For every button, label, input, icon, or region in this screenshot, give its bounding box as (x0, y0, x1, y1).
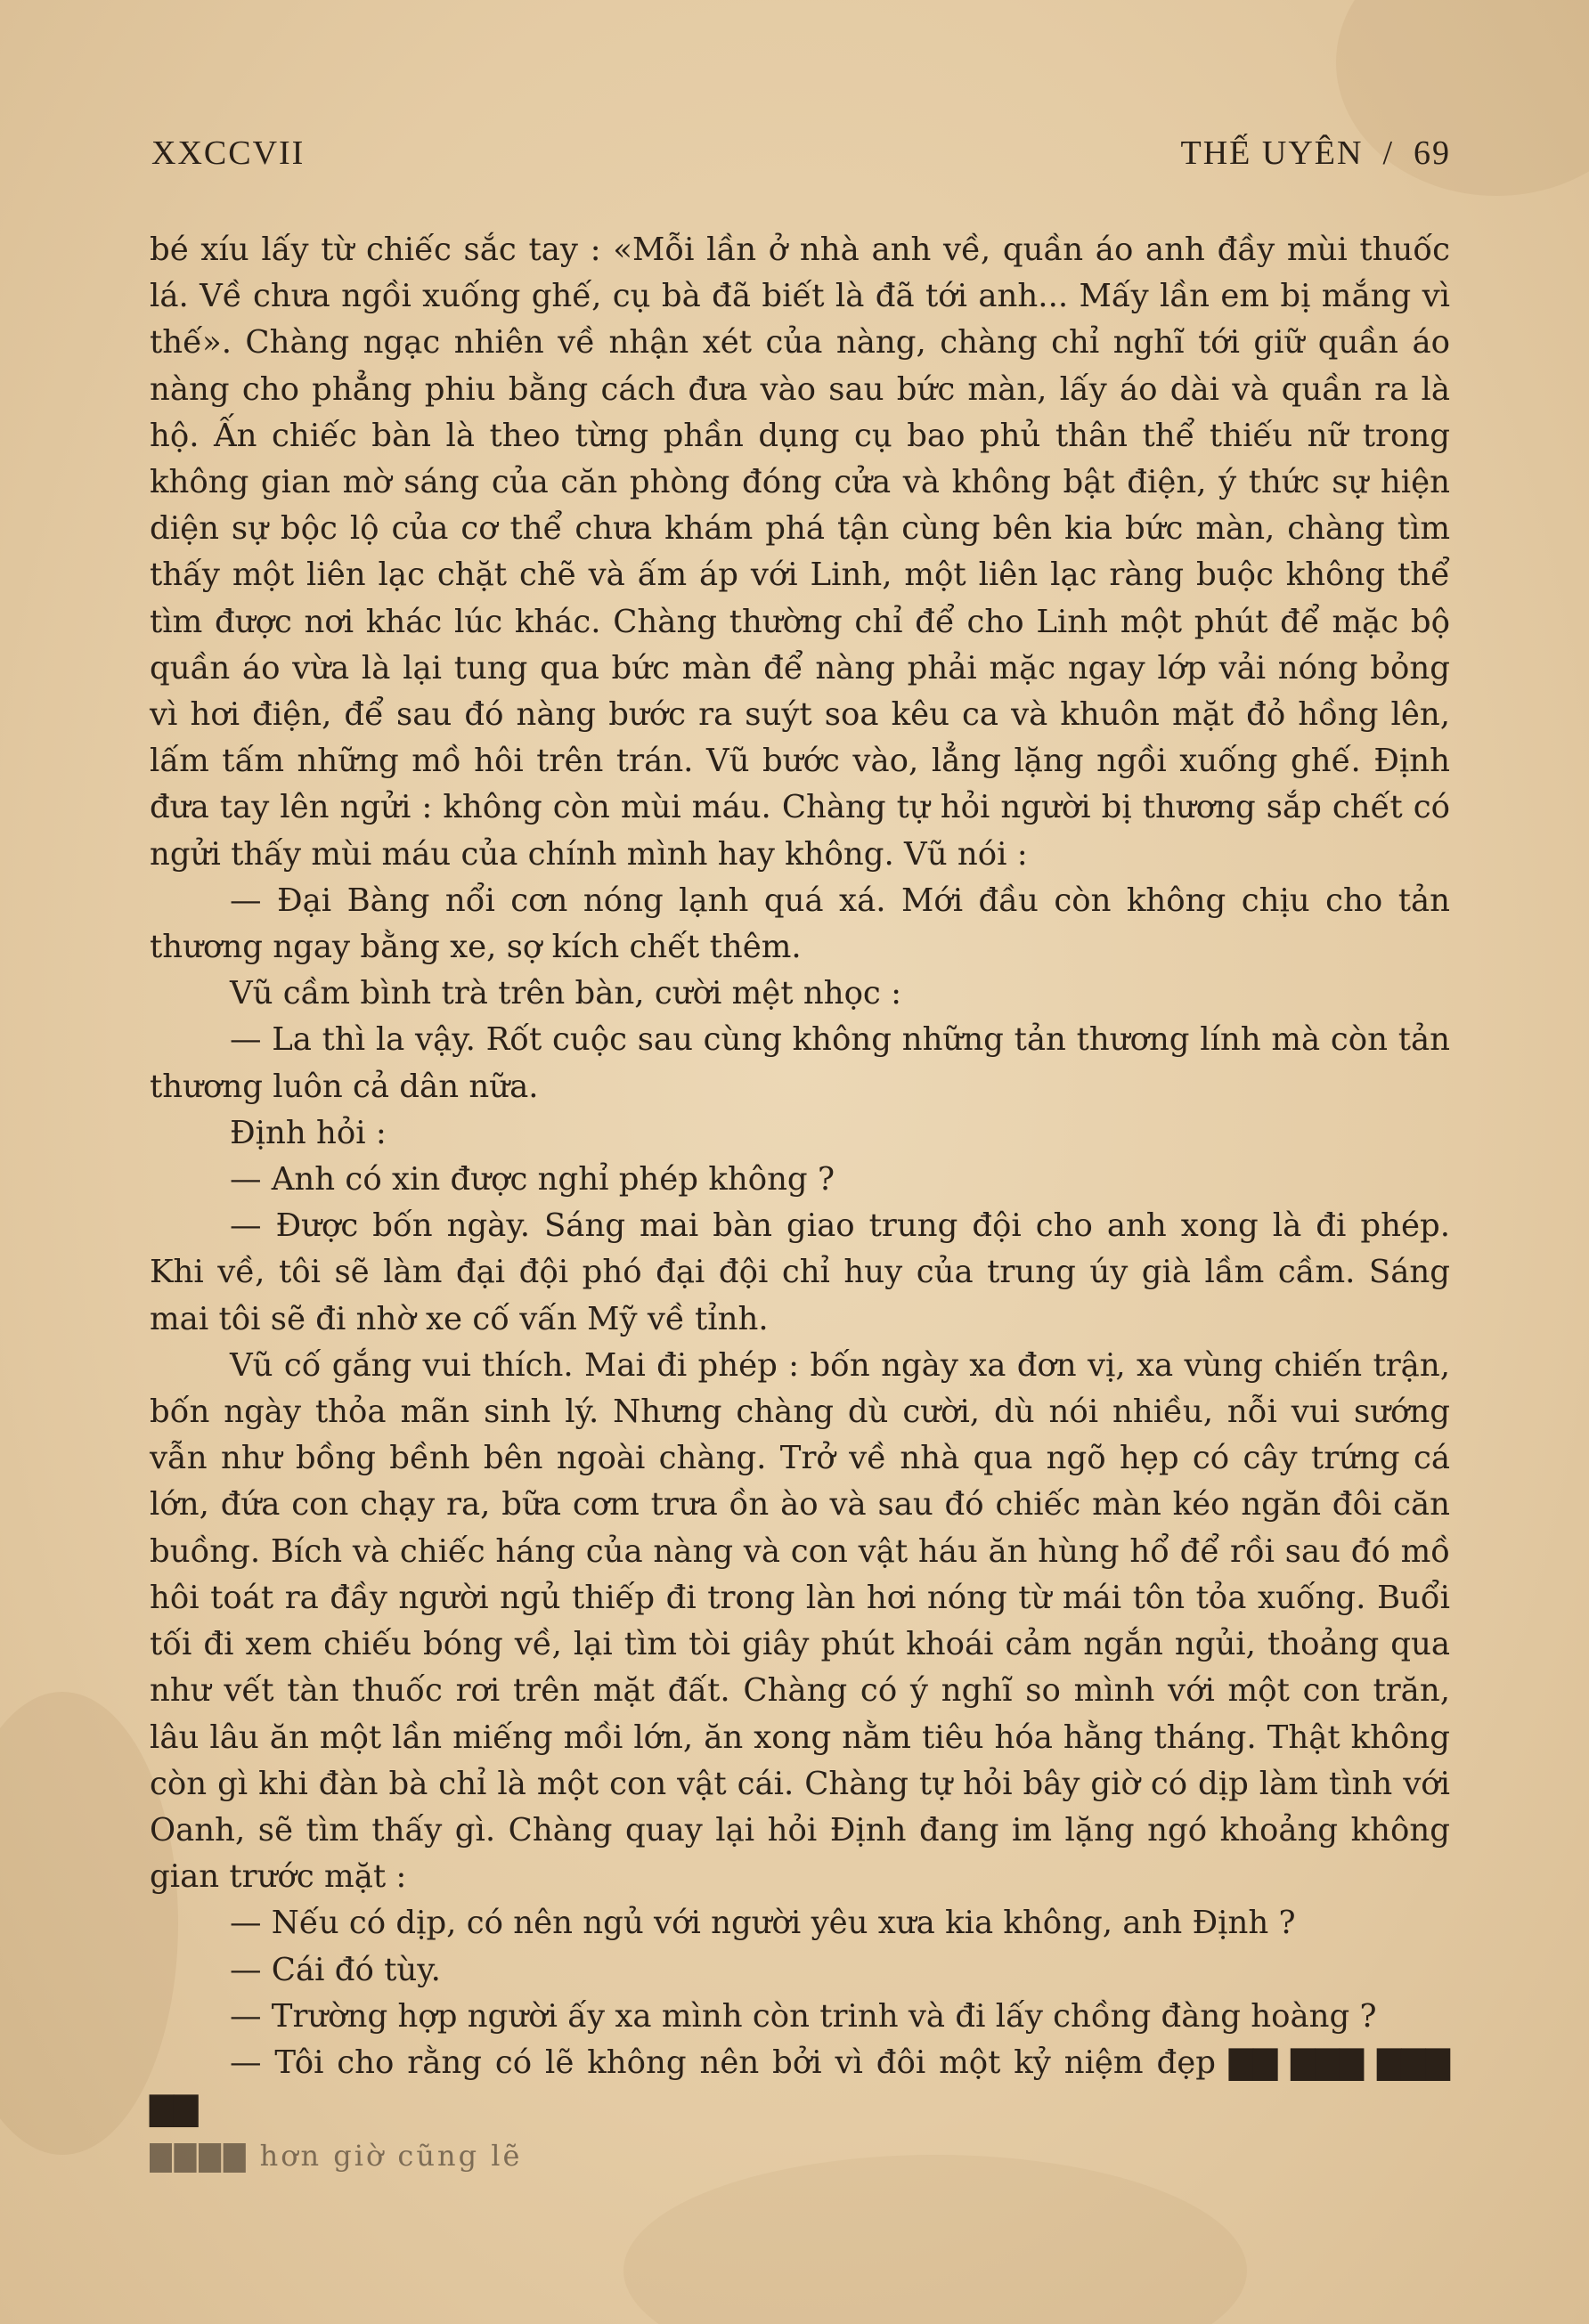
paragraph: bé xíu lấy từ chiếc sắc tay : «Mỗi lần ở nhà anh về, quần áo anh đầy mùi thuốc lá. Về chưa ngồi xuống ghế, cụ bà đã biết là đã tới anh... Mấy lần em bị mắng vì thế». Chàng ngạc nhiên về nhận xét của nàng, chàng chỉ nghĩ tới giữ quần áo nàng cho phẳng phiu bằng cách đưa vào sau bức màn, lấy áo dài và quần ra là hộ. Ấn chiếc bàn là theo từng phần dụng cụ bao phủ thân thể thiếu nữ trong không gian mờ sáng của căn phòng đóng cửa và không bật điện, ý thức sự hiện diện sự bộc lộ của cơ thể chưa khám phá tận cùng bên kia bức màn, chàng tìm thấy một liên lạc chặt chẽ và ấm áp với Linh, một liên lạc ràng buộc không thể tìm được nơi khác lúc khác. Chàng thường chỉ để cho Linh một phút để mặc bộ quần áo vừa là lại tung qua bức màn để nàng phải mặc ngay lớp vải nóng bỏng vì hơi điện, để sau đó nàng bước ra suýt soa kêu ca và khuôn mặt đỏ hồng lên, lấm tấm những mồ hôi trên trán. Vũ bước vào, lẳng lặng ngồi xuống ghế. Định đưa tay lên ngửi : không còn mùi máu. Chàng tự hỏi người bị thương sắp chết có ngửi thấy mùi máu của chính mình hay không. Vũ nói : (150, 232, 1450, 873)
dialogue-line: — Tôi cho rằng có lẽ không nên bởi vì đôi một kỷ niệm đẹp ▇▇ ▇▇▇ ▇▇▇ ▇▇ (150, 2044, 1450, 2128)
author-name: THẾ UYÊN (1180, 134, 1364, 172)
body-text (150, 227, 1450, 2179)
dialogue-line: — Đại Bàng nổi cơn nóng lạnh quá xá. Mới đầu còn không chịu cho tản thương ngay bằng xe, sợ kích chết thêm. (150, 882, 1450, 966)
dialogue-line: — Nếu có dịp, có nên ngủ với người yêu xưa kia không, anh Định ? (230, 1905, 1296, 1942)
cut-off-line: ▇▇▇▇ hơn giờ cũng lẽ (150, 2139, 523, 2174)
running-title: XXCCVII (151, 134, 306, 172)
paragraph: Vũ cố gắng vui thích. Mai đi phép : bốn ngày xa đơn vị, xa vùng chiến trận, bốn ngày thỏa mãn sinh lý. Nhưng chàng dù cười, dù nói nhiều, nỗi vui sướng vẫn như bồng bềnh bên ngoài chàng. Trở về nhà qua ngõ hẹp có cây trứng cá lớn, đứa con chạy ra, bữa cơm trưa ồn ào và sau đó chiếc màn kéo ngăn đôi căn buồng. Bích và chiếc háng của nàng và con vật háu ăn hùng hổ để rồi sau đó mồ hôi toát ra đầy người ngủ thiếp đi trong làn hơi nóng từ mái tôn tỏa xuống. Buổi tối đi xem chiếu bóng về, lại tìm tòi giây phút khoái cảm ngắn ngủi, thoảng qua như vết tàn thuốc rơi trên mặt đất. Chàng có ý nghĩ so mình với một con trăn, lâu lâu ăn một lần miếng mồi lớn, ăn xong nằm tiêu hóa hằng tháng. Thật không còn gì khi đàn bà chỉ là một con vật cái. Chàng tự hỏi bây giờ có dịp làm tình với Oanh, sẽ tìm thấy gì. Chàng quay lại hỏi Định đang im lặng ngó khoảng không gian trước mặt : (150, 1346, 1450, 1896)
header-separator: / (1382, 134, 1394, 172)
dialogue-line: — La thì la vậy. Rốt cuộc sau cùng không những tản thương lính mà còn tản thương luôn cả dân nữa. (150, 1021, 1450, 1105)
page-number: 69 (1414, 134, 1451, 172)
running-header (151, 134, 1451, 187)
paragraph: Vũ cầm bình trà trên bàn, cười mệt nhọc : (230, 975, 902, 1012)
paragraph: Định hỏi : (230, 1114, 387, 1151)
dialogue-line: — Anh có xin được nghỉ phép không ? (230, 1161, 835, 1199)
dialogue-line: — Trường hợp người ấy xa mình còn trinh và đi lấy chồng đàng hoàng ? (230, 1997, 1377, 2035)
running-right (1181, 134, 1451, 173)
dialogue-line: — Được bốn ngày. Sáng mai bàn giao trung đội cho anh xong là đi phép. Khi về, tôi sẽ làm đại đội phó đại đội chỉ huy của trung úy già lầm cầm. Sáng mai tôi sẽ đi nhờ xe cố vấn Mỹ về tỉnh. (150, 1207, 1450, 1337)
dialogue-line: — Cái đó tùy. (230, 1951, 441, 1988)
